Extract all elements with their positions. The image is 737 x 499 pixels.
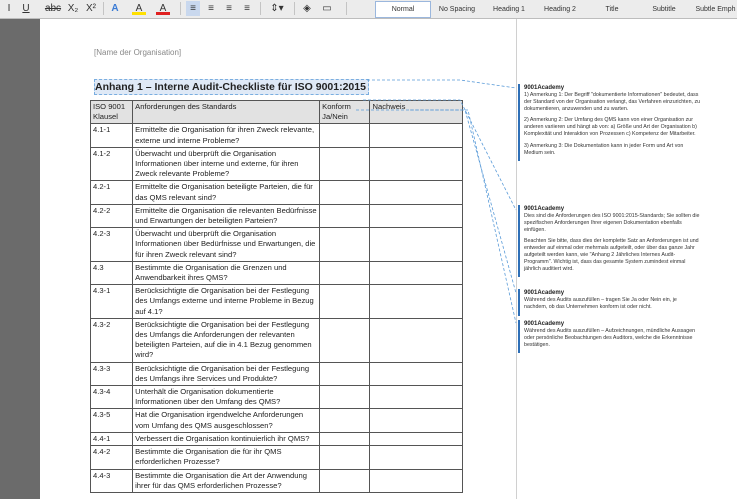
- line-spacing-icon[interactable]: ⇕▾: [270, 3, 284, 14]
- clause-cell[interactable]: 4.2-3: [91, 228, 133, 262]
- page-title[interactable]: Anhang 1 – Interne Audit-Checkliste für ISO 9001:2015: [94, 79, 369, 95]
- text-effects-button[interactable]: A: [111, 3, 119, 14]
- clause-cell[interactable]: 4.3: [91, 261, 133, 284]
- highlight-color-button[interactable]: A: [132, 1, 146, 15]
- clause-cell[interactable]: 4.3-4: [91, 386, 133, 409]
- requirement-cell[interactable]: Bestimmte die Organisation die Art der Anwendung ihrer für das QMS erforderlichen Prozesse?: [133, 469, 320, 492]
- connector-line: [410, 110, 516, 323]
- clause-cell[interactable]: 4.4-1: [91, 432, 133, 445]
- requirement-cell[interactable]: Überwacht und überprüft die Organisation Informationen über Bedürfnisse und Erwartungen, die für ihren Zweck relevant sind?: [133, 228, 320, 262]
- requirement-cell[interactable]: Ermittelte die Organisation beteiligte Parteien, die für das QMS relevant sind?: [133, 181, 320, 204]
- superscript-button[interactable]: X²: [86, 3, 96, 14]
- justify-icon[interactable]: ≡: [244, 3, 250, 14]
- comment-paragraph: Während des Audits auszufüllen – Aufzeichnungen, mündliche Aussagen oder persönliche Beobachtungen des Auditors, welche die Erkenntnisse bestätigen.: [524, 328, 696, 348]
- requirement-cell[interactable]: Ermittelte die Organisation für ihren Zweck relevante, externe und interne Probleme?: [133, 124, 320, 147]
- align-right-icon[interactable]: ≡: [226, 3, 232, 14]
- clause-cell[interactable]: 4.2-1: [91, 181, 133, 204]
- comment-author: 9001Academy: [524, 85, 565, 91]
- requirement-cell[interactable]: Bestimmte die Organisation die für ihr QMS erforderlichen Prozesse?: [133, 446, 320, 469]
- style-subtitle[interactable]: Subtitle: [652, 6, 676, 13]
- subscript-button[interactable]: X₂: [67, 3, 79, 14]
- italic-button[interactable]: I: [7, 3, 11, 14]
- comment-author: 9001Academy: [524, 290, 565, 296]
- shading-icon[interactable]: ◈: [303, 3, 311, 14]
- connector-line: [356, 110, 516, 293]
- clause-cell[interactable]: 4.3-5: [91, 409, 133, 432]
- connector-line: [363, 100, 516, 210]
- clause-cell[interactable]: 4.4-3: [91, 469, 133, 492]
- comment-paragraph: 1) Anmerkung 1: Der Begriff "dokumentierte Informationen" bedeutet, dass der Standard von der Organisation verlangt, das Verfahren einzurichten, zu dokumentieren, anzuwenden und zu warten.: [524, 92, 701, 112]
- align-center-icon[interactable]: ≡: [208, 3, 214, 14]
- clause-cell[interactable]: 4.3-1: [91, 285, 133, 319]
- align-left-icon[interactable]: ≡: [186, 1, 200, 16]
- clause-cell[interactable]: 4.3-3: [91, 362, 133, 385]
- font-color-button[interactable]: A: [156, 1, 170, 15]
- style-heading-1[interactable]: Heading 1: [493, 6, 525, 13]
- clause-cell[interactable]: 4.1-1: [91, 124, 133, 147]
- style-subtle-emphasis[interactable]: Subtle Emph: [695, 6, 736, 13]
- requirement-cell[interactable]: Ermittelte die Organisation die relevanten Bedürfnisse und Erwartungen der beteiligten Parteien?: [133, 204, 320, 227]
- comment-author: 9001Academy: [524, 206, 565, 212]
- header-evidence[interactable]: Nachweis: [370, 101, 463, 124]
- header-requirements[interactable]: Anforderungen des Standards: [133, 101, 320, 124]
- comment-paragraph: Beachten Sie bitte, dass dies der komplette Satz an Anforderungen ist und entweder auf einmal oder mehrmals aufgeteilt, oder über das ganze Jahr aufgeteilt werden kann, wie "Anhang 2 Jährliches Internes Audit-Programm". Wichtig ist, dass das gesamte System zumindest einmal jährlich auditiert wird.: [524, 238, 699, 272]
- requirement-cell[interactable]: Überwacht und überprüft die Organisation Informationen über interne und externe, für ihren Zweck relevante Probleme?: [133, 147, 320, 181]
- requirement-cell[interactable]: Hat die Organisation irgendwelche Anforderungen vom Umfang des QMS ausgeschlossen?: [133, 409, 320, 432]
- requirement-cell[interactable]: Berücksichtigte die Organisation bei der Festlegung des Umfangs die Anforderungen der relevanten beteiligten Parteien, auf die in 4.1 Bezug genommen wird?: [133, 318, 320, 362]
- strikethrough-button[interactable]: abc: [44, 3, 62, 14]
- clause-cell[interactable]: 4.1-2: [91, 147, 133, 181]
- underline-button[interactable]: U: [22, 3, 30, 14]
- style-title[interactable]: Title: [605, 6, 619, 13]
- clause-cell[interactable]: 4.3-2: [91, 318, 133, 362]
- connector-line: [367, 80, 516, 88]
- comment-paragraph: Dies sind die Anforderungen des ISO 9001:2015-Standards; Sie sollten die spezifischen Anforderungen Ihrer eigenen Dokumentation ebenfalls einfügen.: [524, 213, 700, 233]
- requirement-cell[interactable]: Bestimmte die Organisation die Grenzen und Anwendbarkeit ihres QMS?: [133, 261, 320, 284]
- requirement-cell[interactable]: Unterhält die Organisation dokumentierte Informationen über den Umfang des QMS?: [133, 386, 320, 409]
- comment-author: 9001Academy: [524, 321, 565, 327]
- organisation-name-placeholder[interactable]: [Name der Organisation]: [94, 48, 182, 57]
- borders-icon[interactable]: ▭: [322, 3, 332, 14]
- comment-paragraph: Während des Audits auszufüllen – tragen Sie Ja oder Nein ein, je nachdem, ob das Unternehmen konform ist oder nicht.: [524, 297, 677, 310]
- requirement-cell[interactable]: Berücksichtigte die Organisation bei der Festlegung des Umfangs ihre Services und Produkte?: [133, 362, 320, 385]
- comment-paragraph: 2) Anmerkung 2: Der Umfang des QMS kann von einer Organisation zur anderen variieren und hängt ab von: a) Größe und Art der Organisation b) Komplexität und Interaktion von Prozessen c) Kompetenz der Mitarbeiter.: [524, 117, 697, 137]
- header-clause[interactable]: ISO 9001 Klausel: [91, 101, 133, 124]
- header-conform[interactable]: Konform Ja/Nein: [320, 101, 370, 124]
- comment-paragraph: 3) Anmerkung 3: Die Dokumentation kann in jeder Form und Art von Medium sein.: [524, 142, 684, 156]
- clause-cell[interactable]: 4.4-2: [91, 446, 133, 469]
- style-heading-2[interactable]: Heading 2: [544, 6, 576, 13]
- requirement-cell[interactable]: Berücksichtigte die Organisation bei der Festlegung des Umfangs externe und interne Probleme in Bezug auf 4.1?: [133, 285, 320, 319]
- clause-cell[interactable]: 4.2-2: [91, 204, 133, 227]
- requirement-cell[interactable]: Verbessert die Organisation kontinuierlich ihr QMS?: [133, 432, 320, 445]
- style-normal[interactable]: Normal: [375, 1, 431, 18]
- style-no-spacing[interactable]: No Spacing: [438, 6, 476, 13]
